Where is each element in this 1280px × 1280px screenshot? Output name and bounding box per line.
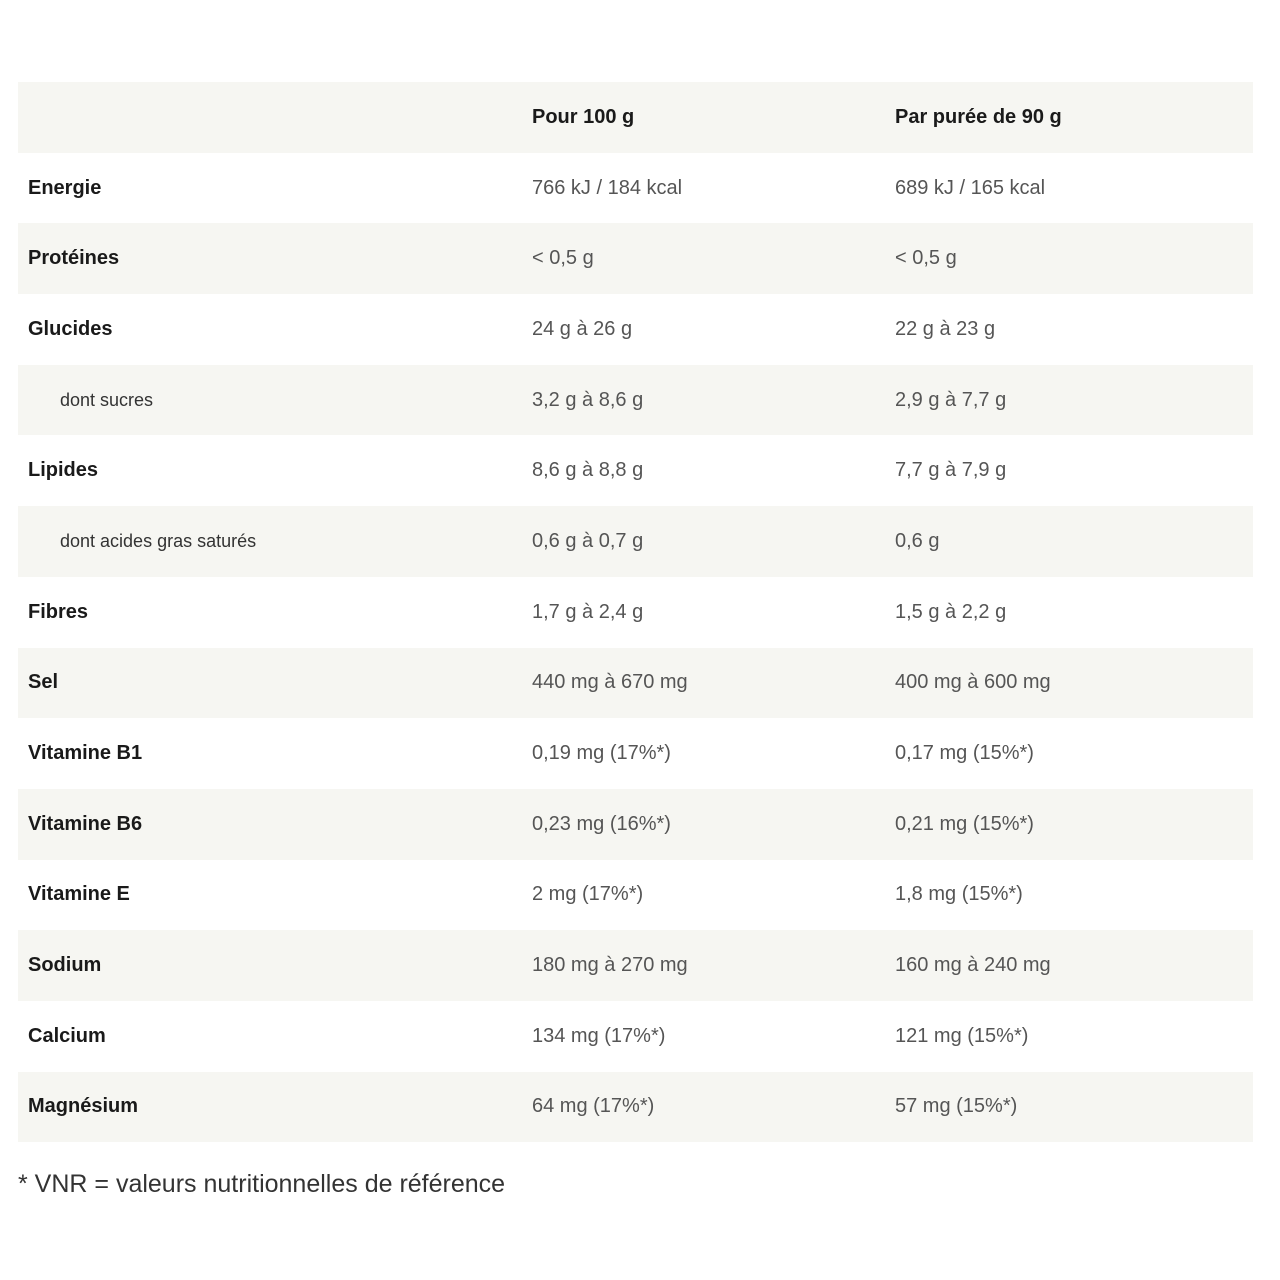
table-row (18, 506, 1253, 577)
value-per-puree: 1,8 mg (15%*) (895, 883, 1023, 906)
table-row (18, 223, 1253, 294)
nutrient-sublabel: dont acides gras saturés (60, 530, 257, 551)
table-row (18, 577, 1253, 648)
value-per-100g: 3,2 g à 8,6 g (532, 388, 644, 411)
nutrient-label: Magnésium (28, 1095, 139, 1118)
value-per-puree: 160 mg à 240 mg (895, 954, 1051, 977)
table-row (18, 648, 1253, 719)
value-per-puree: 0,6 g (895, 529, 940, 552)
value-per-100g: 64 mg (17%*) (532, 1095, 655, 1118)
value-per-puree: 1,5 g à 2,2 g (895, 600, 1007, 623)
value-per-100g: 766 kJ / 184 kcal (532, 176, 683, 199)
table-row (18, 1072, 1253, 1143)
nutrient-label: Energie (28, 176, 102, 199)
value-per-100g: 180 mg à 270 mg (532, 954, 688, 977)
value-per-100g: 2 mg (17%*) (532, 883, 644, 906)
value-per-100g: 0,19 mg (17%*) (532, 742, 671, 765)
nutrition-table (18, 82, 1253, 1142)
value-per-100g: 0,6 g à 0,7 g (532, 529, 644, 552)
table-header-row (18, 82, 1253, 153)
table-row (18, 718, 1253, 789)
value-per-puree: 22 g à 23 g (895, 317, 996, 340)
value-per-puree: 689 kJ / 165 kcal (895, 176, 1046, 199)
header-per-puree: Par purée de 90 g (895, 105, 1062, 128)
nutrient-label: Protéines (28, 247, 120, 270)
nutrient-label: Sel (28, 671, 59, 694)
table-row (18, 930, 1253, 1001)
nutrient-sublabel: dont sucres (60, 389, 154, 410)
table-body (18, 153, 1253, 1143)
nutrient-label: Vitamine E (28, 883, 130, 906)
value-per-puree: < 0,5 g (895, 247, 957, 270)
nutrient-label: Fibres (28, 600, 89, 623)
header-per-100g: Pour 100 g (532, 105, 635, 128)
value-per-puree: 0,17 mg (15%*) (895, 742, 1034, 765)
nutrient-label: Lipides (28, 459, 99, 482)
value-per-100g: < 0,5 g (532, 247, 594, 270)
nutrient-label: Glucides (28, 317, 113, 340)
nutrient-label: Sodium (28, 954, 102, 977)
value-per-100g: 440 mg à 670 mg (532, 671, 688, 694)
value-per-100g: 134 mg (17%*) (532, 1024, 666, 1047)
nutrient-label: Vitamine B1 (28, 742, 143, 765)
footnote: * VNR = valeurs nutritionnelles de référence (18, 1170, 506, 1198)
value-per-100g: 24 g à 26 g (532, 317, 633, 340)
table-row (18, 365, 1253, 436)
value-per-puree: 57 mg (15%*) (895, 1095, 1018, 1118)
table-row (18, 1001, 1253, 1072)
table-row (18, 153, 1253, 224)
table-row (18, 789, 1253, 860)
value-per-puree: 400 mg à 600 mg (895, 671, 1051, 694)
nutrient-label: Vitamine B6 (28, 812, 143, 835)
value-per-100g: 8,6 g à 8,8 g (532, 459, 644, 482)
table-row (18, 294, 1253, 365)
value-per-100g: 0,23 mg (16%*) (532, 812, 671, 835)
value-per-puree: 0,21 mg (15%*) (895, 812, 1034, 835)
table-row (18, 435, 1253, 506)
value-per-puree: 121 mg (15%*) (895, 1024, 1029, 1047)
table-row (18, 860, 1253, 931)
value-per-puree: 2,9 g à 7,7 g (895, 388, 1007, 411)
nutrient-label: Calcium (28, 1024, 106, 1047)
value-per-100g: 1,7 g à 2,4 g (532, 600, 644, 623)
value-per-puree: 7,7 g à 7,9 g (895, 459, 1007, 482)
